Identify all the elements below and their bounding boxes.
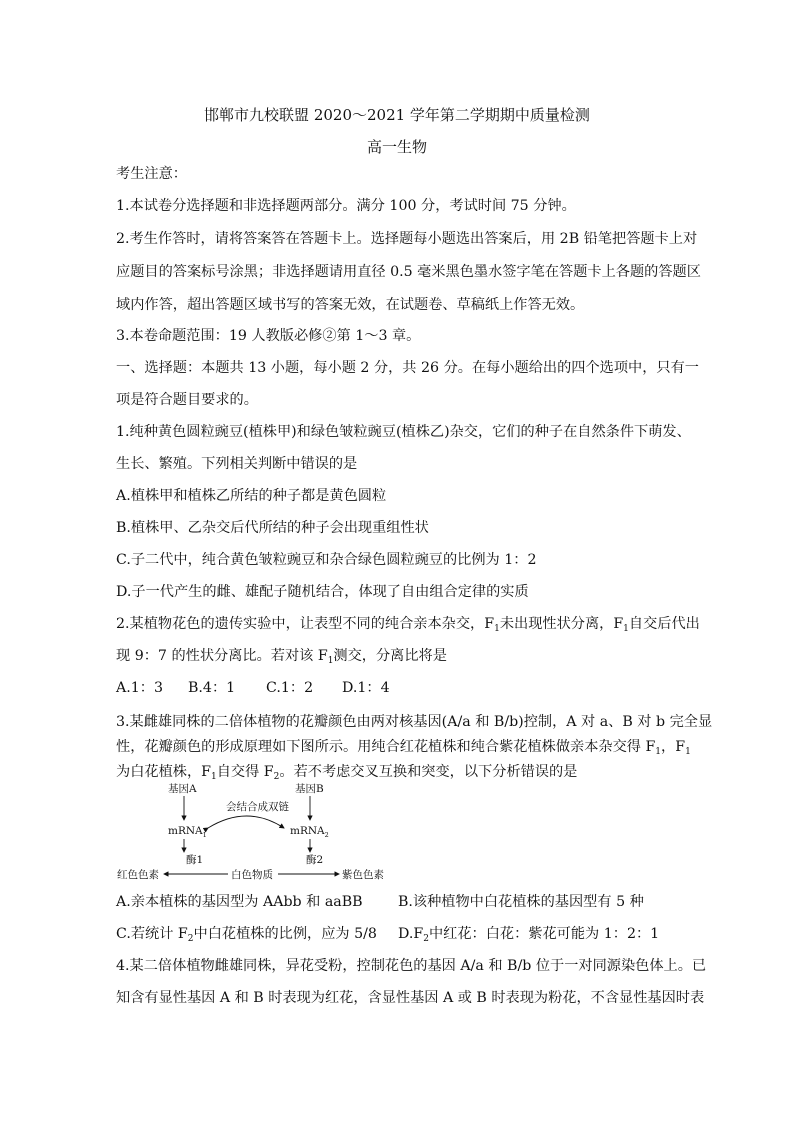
purple-pigment-label: 紫色色素 <box>342 869 384 881</box>
q2-l1-part-b: 未出现性状分离，F <box>499 616 624 632</box>
mrna2-sub: 2 <box>324 831 329 839</box>
q2-l1-sub-2: 1 <box>623 624 629 634</box>
notice-item-2-line-3: 域内作答，超出答题区域书写的答案无效，在试题卷、草稿纸上作答无效。 <box>116 297 585 313</box>
q2-option-d: D.1：4 <box>342 680 390 696</box>
gene-a-label: 基因A <box>168 783 197 795</box>
pigment-pathway-diagram <box>116 782 398 882</box>
notice-item-2-line-1: 2.考生作答时，请将答案答在答题卡上。选择题每小题选出答案后，用 2B 铅笔把答题卡上对 <box>116 231 698 247</box>
subject-title: 高一生物 <box>366 138 427 156</box>
mrna1-label <box>168 825 207 839</box>
notice-item-2-line-2: 应题目的答案标号涂黑；非选择题请用直径 0.5 毫米黑色墨水签字笔在答题卡上各题的答题区 <box>116 264 701 280</box>
bind-label: 会结合成双链 <box>226 801 289 813</box>
q2-l2-part-b: 测交，分离比将是 <box>333 648 447 664</box>
gene-b-label: 基因B <box>295 783 324 795</box>
mrna2-text: mRNA <box>290 825 325 837</box>
q3-l2-sub-2: 1 <box>685 747 691 757</box>
q3-l3-part-c: 。若不考虑交叉互换和突变，以下分析错误的是 <box>279 764 578 780</box>
mrna1-sub: 1 <box>202 831 207 839</box>
notice-item-3: 3.本卷命题范围：19 人教版必修②第 1～3 章。 <box>116 328 421 344</box>
q2-stem-line-2 <box>116 646 686 671</box>
q2-option-b: B.4：1 <box>188 680 236 696</box>
q3-l3-part-a: 为白花植株，F <box>116 764 211 780</box>
double-strand-arc <box>208 816 284 828</box>
section-1-intro-line-1: 一、选择题：本题共 13 小题，每小题 2 分，共 26 分。在每小题给出的四个选项中，只有一 <box>116 360 699 376</box>
q3-l2-sub-1: 1 <box>655 747 662 757</box>
q2-l2-sub: 1 <box>327 656 334 666</box>
notice-item-1: 1.本试卷分选择题和非选择题两部分。满分 100 分，考试时间 75 分钟。 <box>116 198 576 214</box>
white-substance-label: 白色物质 <box>231 869 273 881</box>
mrna1-text: mRNA <box>168 825 203 837</box>
q3-d-sub: 2 <box>423 934 429 944</box>
q3-option-a: A.亲本植株的基因型为 AAbb 和 aaBB <box>116 894 363 910</box>
q3-l2-part-a: 性，花瓣颜色的形成原理如下图所示。用纯合红花植株和纯合紫花植株做亲本杂交得 F <box>116 739 656 755</box>
q3-option-c <box>116 924 377 949</box>
q2-option-c: C.1：2 <box>266 680 314 696</box>
q3-c-part-b: 中白花植株的比例，应为 5/8 <box>193 926 377 942</box>
q1-option-d: D.子一代产生的雌、雄配子随机结合，体现了自由组合定律的实质 <box>116 584 529 600</box>
q3-l3-part-b: 自交得 F <box>216 764 274 780</box>
q4-stem-line-2: 知含有显性基因 A 和 B 时表现为红花，含显性基因 A 或 B 时表现为粉花，不含显性基因时表 <box>116 990 705 1006</box>
mrna2-label <box>290 825 329 839</box>
notice-heading: 考生注意： <box>116 166 187 182</box>
q2-stem-line-1 <box>116 614 700 639</box>
q3-l2-part-b: ，F <box>661 739 686 755</box>
q3-stem-line-2 <box>116 737 691 762</box>
red-pigment-label: 红色色素 <box>117 869 159 881</box>
q2-l1-sub-1: 1 <box>494 624 500 634</box>
q3-l3-sub-2: 2 <box>273 772 280 782</box>
q2-l1-part-a: 2.某植物花色的遗传实验中，让表型不同的纯合亲本杂交，F <box>116 616 495 632</box>
q2-option-a: A.1：3 <box>116 680 163 696</box>
q3-option-d <box>398 924 659 949</box>
q3-option-b: B.该种植物中白花植株的基因型有 5 种 <box>398 894 644 910</box>
q2-l2-part-a: 现 9：7 的性状分离比。若对该 F <box>116 648 328 664</box>
exam-title: 邯郸市九校联盟 2020～2021 学年第二学期期中质量检测 <box>204 106 590 124</box>
q3-d-part-a: D.F <box>398 926 424 942</box>
q3-l3-sub-1: 1 <box>210 772 217 782</box>
q3-d-part-b: 中红花：白花：紫花可能为 1：2：1 <box>428 926 660 942</box>
q4-stem-line-1: 4.某二倍体植物雌雄同株，异花受粉，控制花色的基因 A/a 和 B/b 位于一对同源染色体上。已 <box>116 958 707 974</box>
q3-stem-line-1: 3.某雌雄同株的二倍体植物的花瓣颜色由两对核基因(A/a 和 B/b)控制，A 对 a、B 对 b 完全显 <box>116 714 713 730</box>
q2-l1-part-c: 自交后代出 <box>628 616 700 632</box>
section-1-intro-line-2: 项是符合题目要求的。 <box>116 392 258 408</box>
q1-option-a: A.植株甲和植株乙所结的种子都是黄色圆粒 <box>116 488 387 504</box>
enzyme1-label: 酶1 <box>186 854 204 866</box>
q1-option-c: C.子二代中，纯合黄色皱粒豌豆和杂合绿色圆粒豌豆的比例为 1：2 <box>116 552 537 568</box>
enzyme2-label: 酶2 <box>306 854 324 866</box>
q1-option-b: B.植株甲、乙杂交后代所结的种子会出现重组性状 <box>116 520 429 536</box>
q3-c-part-a: C.若统计 F <box>116 926 188 942</box>
q3-c-sub: 2 <box>187 934 194 944</box>
q1-stem-line-1: 1.纯种黄色圆粒豌豆(植株甲)和绿色皱粒豌豆(植株乙)杂交，它们的种子在自然条件下萌发、 <box>116 424 691 440</box>
q1-stem-line-2: 生长、繁殖。下列相关判断中错误的是 <box>116 456 358 472</box>
